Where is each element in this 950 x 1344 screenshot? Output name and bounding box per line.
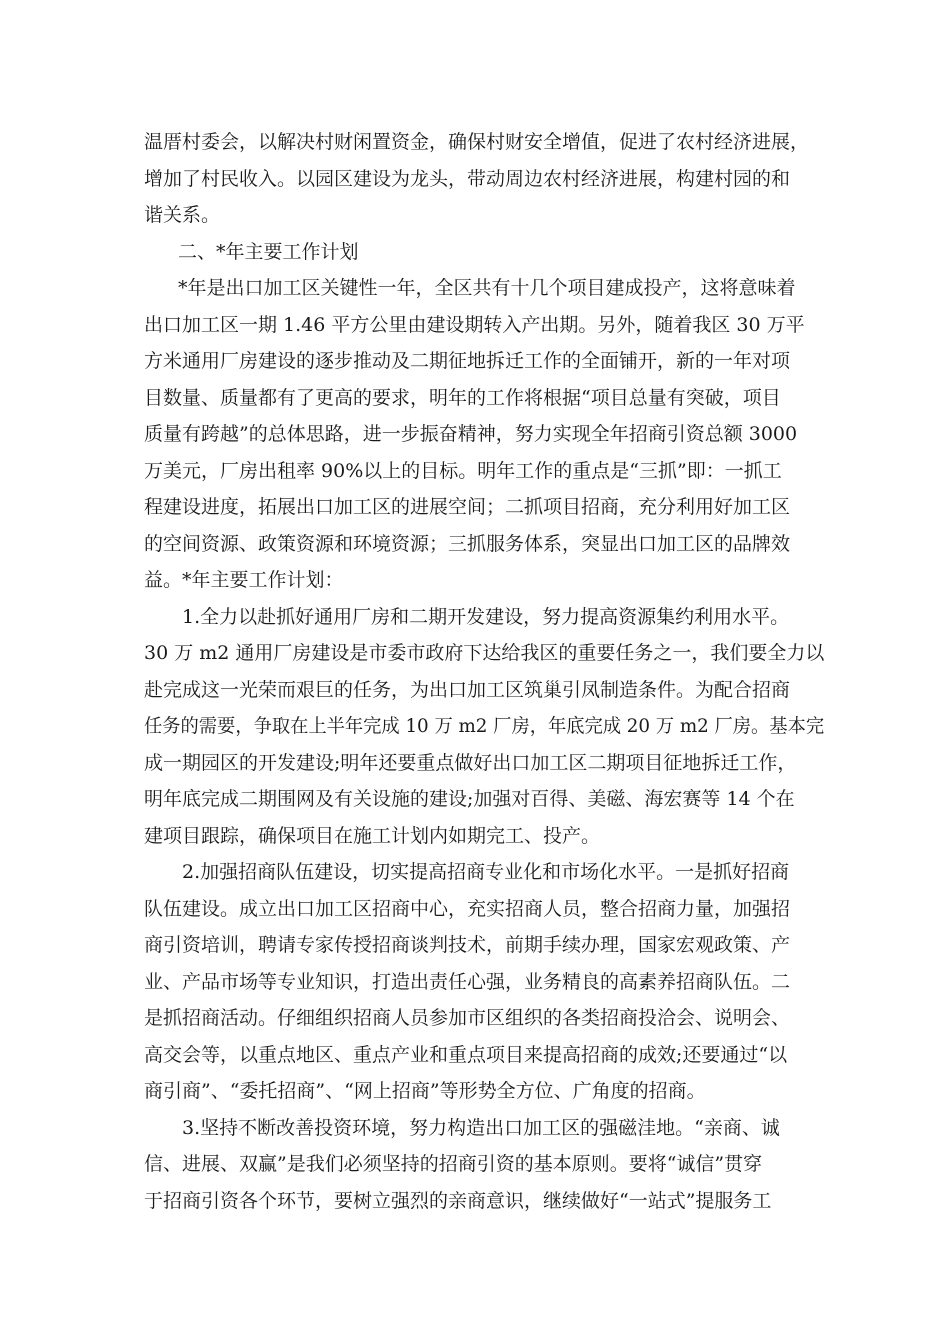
text-line: 成一期园区的开发建设;明年还要重点做好出口加工区二期项目征地拆迁工作， (144, 751, 797, 774)
text-line: 是抓招商活动。仔细组织招商人员参加市区组织的各类招商投洽会、说明会、 (144, 1007, 791, 1029)
text-line: 谐关系。 (144, 204, 221, 226)
text-line: 益。*年主要工作计划： (144, 569, 344, 591)
text-line: 信、进展、双赢”是我们必须坚持的招商引资的基本原则。要将“诚信”贯穿 (144, 1153, 763, 1175)
text-line: 质量有跨越”的总体思路，进一步振奋精神，努力实现全年招商引资总额 3000 (144, 423, 798, 445)
text-line: 队伍建设。成立出口加工区招商中心，充实招商人员，整合招商力量，加强招 (144, 897, 791, 920)
text-line: 任务的需要，争取在上半年完成 10 万 m2 厂房，年底完成 20 万 m2 厂房。基本完 (144, 715, 825, 737)
text-line: 高交会等，以重点地区、重点产业和重点项目来提高招商的成效;还要通过“以 (144, 1043, 788, 1066)
section-heading: 二、*年主要工作计划 (178, 240, 359, 263)
text-line: *年是出口加工区关键性一年，全区共有十几个项目建成投产，这将意味着 (178, 277, 796, 299)
text-line: 明年底完成二期围网及有关设施的建设;加强对百得、美磁、海宏赛等 14 个在 (144, 788, 795, 810)
text-line: 万美元，厂房出租率 90%以上的目标。明年工作的重点是“三抓”即：一抓工 (144, 459, 782, 482)
text-line: 增加了村民收入。以园区建设为龙头，带动周边农村经济进展，构建村园的和 (144, 167, 791, 190)
text-line: 赴完成这一光荣而艰巨的任务，为出口加工区筑巢引凤制造条件。为配合招商 (144, 678, 791, 701)
text-line: 业、产品市场等专业知识，打造出责任心强，业务精良的高素养招商队伍。二 (144, 970, 791, 993)
text-line: 的空间资源、政策资源和环境资源；三抓服务体系，突显出口加工区的品牌效 (144, 532, 791, 555)
text-line: 商引商”、“委托招商”、“网上招商”等形势全方位、广角度的招商。 (144, 1080, 706, 1102)
text-line: 建项目跟踪，确保项目在施工计划内如期完工、投产。 (144, 824, 601, 847)
text-line: 商引资培训，聘请专家传授招商谈判技术，前期手续办理，国家宏观政策、产 (144, 934, 791, 956)
text-line: 目数量、质量都有了更高的要求，明年的工作将根据“项目总量有突破，项目 (144, 386, 781, 409)
text-line: 程建设进度，拓展出口加工区的进展空间；二抓项目招商，充分利用好加工区 (144, 496, 791, 518)
text-line: 温厝村委会，以解决村财闲置资金，确保村财安全增值，促进了农村经济进展， (144, 131, 810, 153)
list-item-heading: 2.加强招商队伍建设，切实提高招商专业化和市场化水平。一是抓好招商 (182, 861, 790, 883)
text-line: 30 万 m2 通用厂房建设是市委市政府下达给我区的重要任务之一，我们要全力以 (144, 642, 825, 664)
document-body (144, 124, 824, 1219)
list-item-heading: 3.坚持不断改善投资环境，努力构造出口加工区的强磁洼地。“亲商、诚 (182, 1116, 780, 1139)
text-line: 出口加工区一期 1.46 平方公里由建设期转入产出期。另外，随着我区 30 万平 (144, 313, 805, 336)
text-line: 方米通用厂房建设的逐步推动及二期征地拆迁工作的全面铺开，新的一年对项 (144, 350, 791, 372)
text-line: 于招商引资各个环节，要树立强烈的亲商意识，继续做好“一站式”提服务工 (144, 1189, 772, 1212)
list-item-heading: 1.全力以赴抓好通用厂房和二期开发建设，努力提高资源集约利用水平。 (182, 605, 790, 628)
